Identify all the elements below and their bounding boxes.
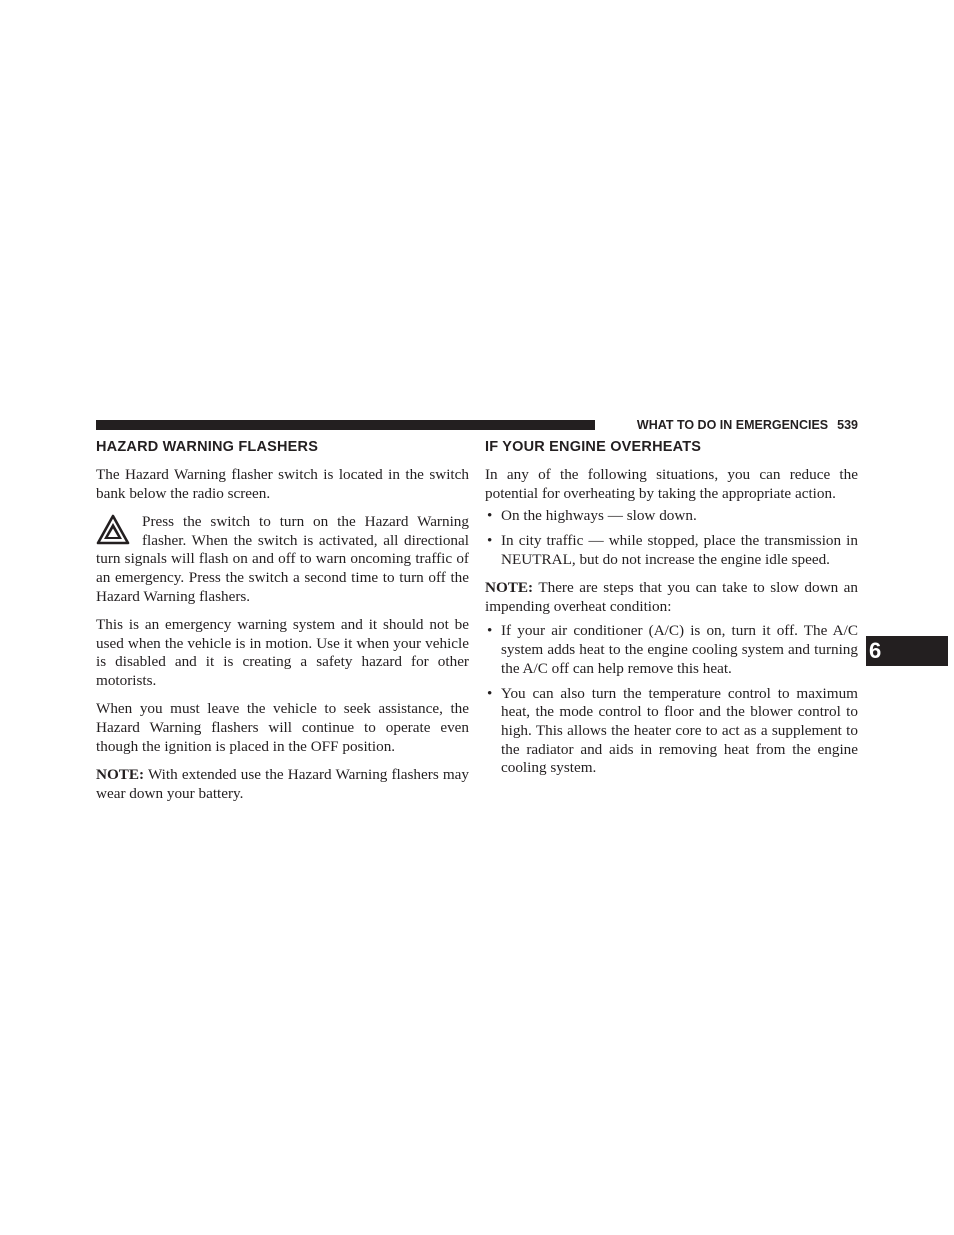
hazard-paragraph-2 — [96, 513, 469, 607]
header-rule — [96, 420, 595, 430]
list-item: • If your air conditioner (A/C) is on, turn it off. The A/C system adds heat to the engine cooling system and turning the A/C off can help remove this heat. — [485, 622, 858, 678]
left-column — [96, 437, 469, 813]
overheat-heading: IF YOUR ENGINE OVERHEATS — [485, 439, 702, 455]
hazard-paragraph-2-text: Press the switch to turn on the Hazard Warning flasher. When the switch is activated, all directional turn signals will flash on and off to warn oncoming traffic of an emergency. Press the switch a second time to turn off the Hazard Warning flashers. — [96, 512, 469, 605]
hazard-paragraph-3: This is an emergency warning system and it should not be used when the vehicle is in motion. Use it when your vehicle is disabled and it is creating a safety hazard for other motorists. — [96, 615, 469, 690]
overheat-note — [485, 579, 858, 616]
hazard-paragraph-4: When you must leave the vehicle to seek assistance, the Hazard Warning flashers will continue to operate even though the ignition is placed in the OFF position. — [96, 700, 469, 755]
running-header — [600, 417, 858, 433]
list-item: • In city traffic — while stopped, place the transmission in NEUTRAL, but do not increase the engine idle speed. — [485, 532, 858, 569]
hazard-note — [96, 766, 469, 803]
overheat-situations-list — [485, 507, 858, 569]
right-column — [485, 437, 858, 788]
note-label: NOTE: — [485, 579, 534, 597]
note-text: With extended use the Hazard Warning flashers may wear down your battery. — [96, 765, 469, 802]
overheat-steps-list — [485, 622, 858, 778]
chapter-tab: 6 — [866, 636, 948, 666]
note-label: NOTE: — [96, 765, 145, 783]
list-item: • You can also turn the temperature control to maximum heat, the mode control to floor and the blower control to high. This allows the heater core to act as a supplement to the radiator and aids in removing heat from the engine cooling system. — [485, 685, 858, 779]
hazard-warning-triangle-icon — [96, 513, 130, 547]
list-item: • On the highways — slow down. — [485, 507, 858, 526]
note-text: There are steps that you can take to slow down an impending overheat condition: — [485, 579, 858, 615]
section-title: WHAT TO DO IN EMERGENCIES — [636, 418, 829, 432]
hazard-paragraph-1: The Hazard Warning flasher switch is located in the switch bank below the radio screen. — [96, 466, 469, 502]
page-number: 539 — [837, 418, 858, 432]
hazard-heading: HAZARD WARNING FLASHERS — [96, 439, 319, 455]
overheat-intro: In any of the following situations, you can reduce the potential for overheating by taking the appropriate action. — [485, 466, 858, 502]
